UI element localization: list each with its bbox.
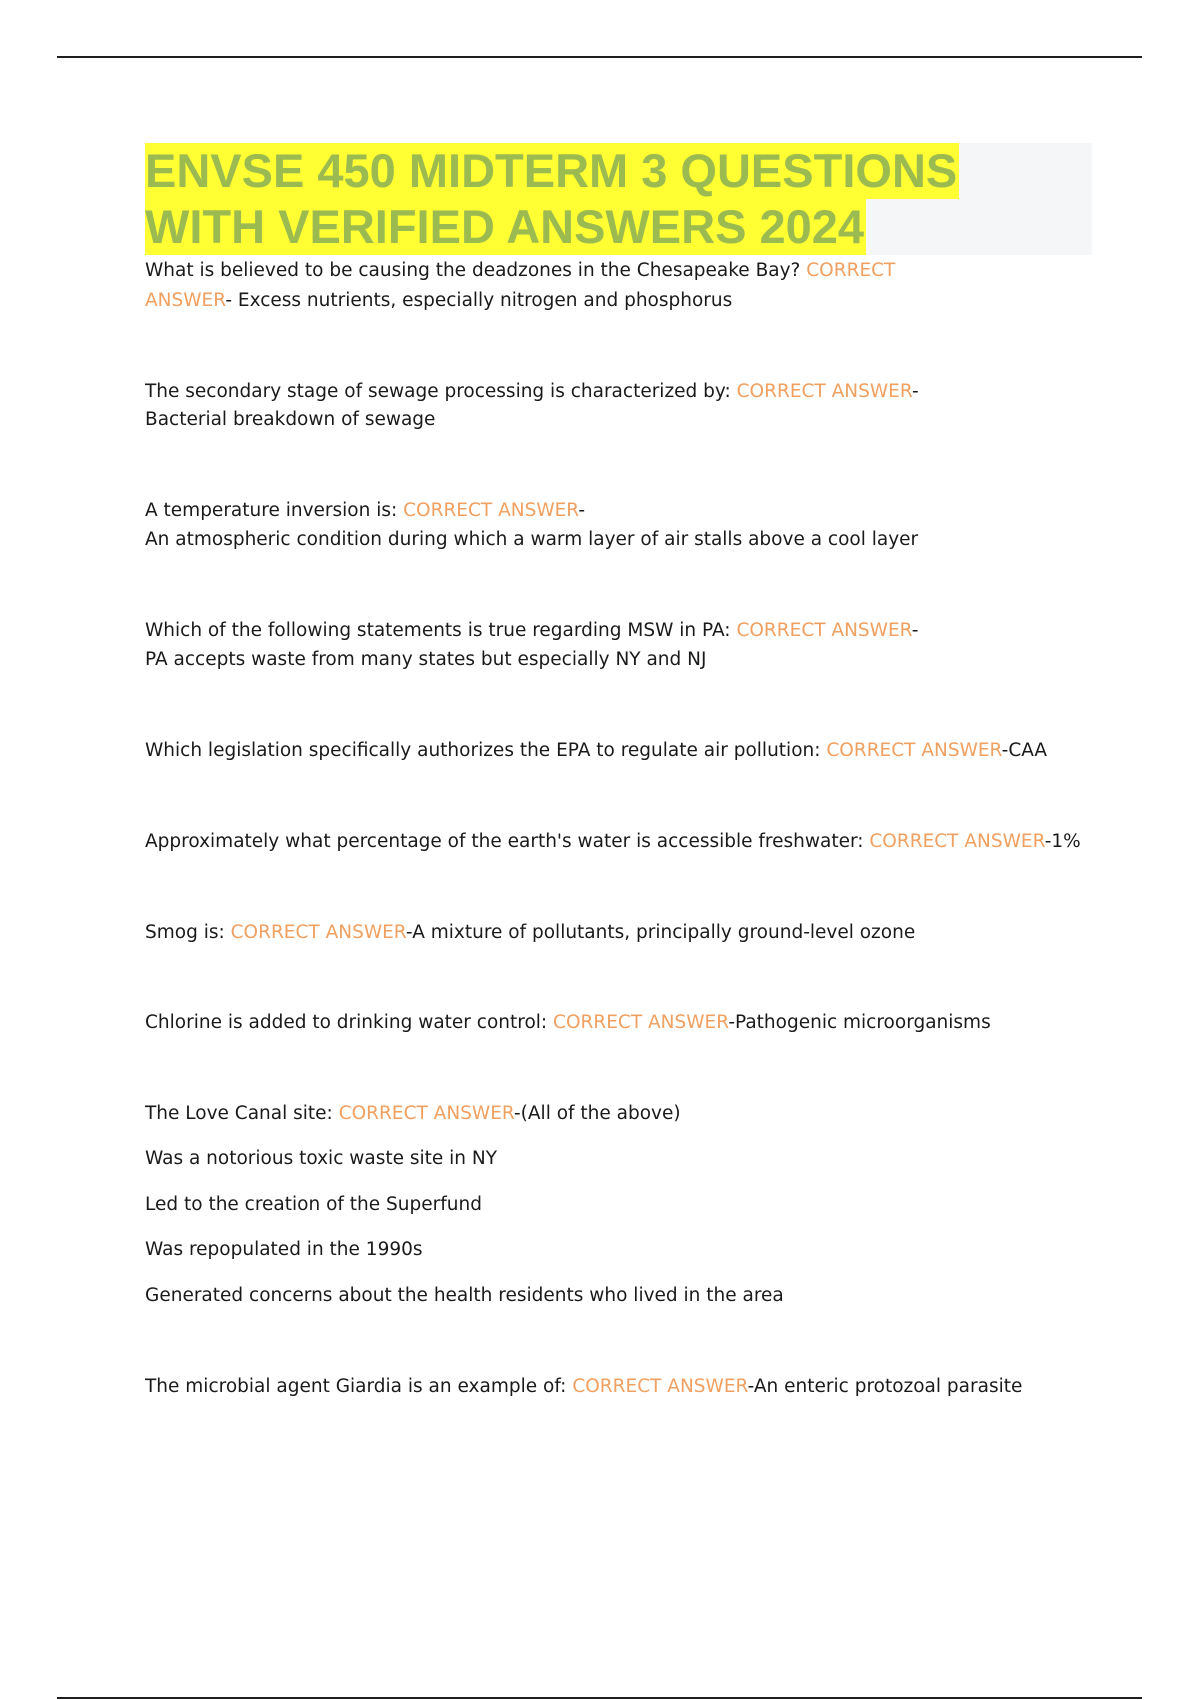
option-item: Was a notorious toxic waste site in NY (145, 1148, 498, 1169)
question-text: Smog is: (145, 922, 225, 943)
question-3 (145, 496, 585, 525)
document-title-line-1: ENVSE 450 MIDTERM 3 QUESTIONS (145, 144, 958, 197)
question-8 (145, 1008, 991, 1037)
option-item: Was repopulated in the 1990s (145, 1239, 423, 1260)
answer-text: -1% (1044, 831, 1081, 852)
correct-answer-label: CORRECT ANSWER (403, 500, 579, 521)
question-6 (145, 827, 1081, 856)
question-text: What is believed to be causing the deadzones in the Chesapeake Bay? (145, 260, 801, 281)
answer-2: Bacterial breakdown of sewage (145, 409, 436, 430)
question-text: Chlorine is added to drinking water control: (145, 1012, 548, 1033)
correct-answer-label: ANSWER (145, 290, 226, 311)
question-2 (145, 377, 919, 406)
question-7 (145, 918, 915, 947)
answer-text: -An enteric protozoal parasite (747, 1376, 1023, 1397)
option-item: Led to the creation of the Superfund (145, 1194, 482, 1215)
question-1 (145, 256, 895, 285)
correct-answer-label: CORRECT ANSWER (736, 620, 912, 641)
answer-separator: - (911, 620, 919, 641)
question-10 (145, 1372, 1022, 1401)
question-text: The secondary stage of sewage processing is characterized by: (145, 381, 731, 402)
correct-answer-label: CORRECT ANSWER (553, 1012, 729, 1033)
question-text: Which legislation specifically authorizes the EPA to regulate air pollution: (145, 740, 821, 761)
bottom-divider (57, 1697, 1142, 1699)
answer-text: -CAA (1001, 740, 1048, 761)
document-title-line-2: WITH VERIFIED ANSWERS 2024 (145, 200, 865, 253)
correct-answer-label: CORRECT ANSWER (736, 381, 912, 402)
answer-text: -Pathogenic microorganisms (728, 1012, 991, 1033)
question-5 (145, 736, 1047, 765)
question-9 (145, 1099, 681, 1128)
answer-4: PA accepts waste from many states but especially NY and NJ (145, 649, 707, 670)
answer-1 (145, 286, 732, 315)
answer-text: - Excess nutrients, especially nitrogen and phosphorus (225, 290, 733, 311)
answer-text: -A mixture of pollutants, principally ground-level ozone (405, 922, 916, 943)
question-text: A temperature inversion is: (145, 500, 398, 521)
question-text: The Love Canal site: (145, 1103, 333, 1124)
correct-answer-label: CORRECT ANSWER (869, 831, 1045, 852)
top-divider (57, 56, 1142, 58)
question-4 (145, 616, 918, 645)
answer-separator: - (578, 500, 586, 521)
correct-answer-label: CORRECT ANSWER (572, 1376, 748, 1397)
question-text: Which of the following statements is true regarding MSW in PA: (145, 620, 731, 641)
answer-separator: - (911, 381, 919, 402)
answer-3: An atmospheric condition during which a warm layer of air stalls above a cool layer (145, 529, 919, 550)
option-item: Generated concerns about the health residents who lived in the area (145, 1285, 784, 1306)
answer-text: -(All of the above) (514, 1103, 681, 1124)
question-text: Approximately what percentage of the earth's water is accessible freshwater: (145, 831, 864, 852)
correct-answer-label: CORRECT ANSWER (338, 1103, 514, 1124)
question-text: The microbial agent Giardia is an example of: (145, 1376, 567, 1397)
correct-answer-label: CORRECT ANSWER (826, 740, 1002, 761)
correct-answer-label: CORRECT ANSWER (230, 922, 406, 943)
correct-answer-label: CORRECT (806, 260, 896, 281)
